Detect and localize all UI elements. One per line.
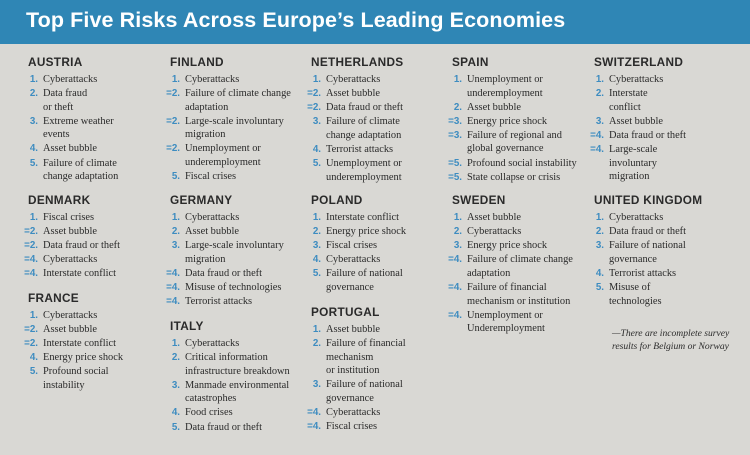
risk-item [160, 115, 300, 142]
risk-item [584, 73, 724, 87]
risk-rank: =4. [166, 281, 180, 293]
risk-item [584, 281, 724, 308]
risk-item [442, 239, 582, 253]
risk-text: Asset bubble [43, 324, 97, 336]
risk-item [160, 351, 300, 378]
risk-rank: =5. [448, 157, 462, 169]
risk-text: Cyberattacks [326, 407, 381, 419]
risk-rank: 3. [312, 116, 321, 128]
risk-item [18, 157, 158, 184]
risk-rank: 3. [171, 379, 180, 391]
risk-item [18, 211, 158, 225]
risk-rank: =2. [24, 324, 38, 336]
risk-rank: 4. [312, 143, 321, 155]
risk-rank: 3. [171, 240, 180, 252]
risk-item [301, 420, 441, 434]
country-name: SWEDEN [452, 193, 506, 207]
risk-list [301, 211, 441, 295]
risk-rank: =2. [24, 240, 38, 252]
risk-item [301, 253, 441, 267]
risk-text: Asset bubble [467, 212, 521, 223]
risk-list [18, 309, 158, 393]
risk-text: Extreme weather events [43, 115, 114, 141]
risk-list [584, 73, 724, 184]
risk-item [18, 365, 158, 392]
risk-rank: 3. [595, 240, 604, 252]
risk-text: Asset bubble [43, 226, 97, 238]
risk-rank: 2. [453, 226, 462, 238]
risk-text: Failure of regional and global governance [467, 129, 562, 155]
risk-text: Fiscal crises [43, 212, 95, 223]
risk-rank: 2. [312, 226, 321, 238]
risk-rank: 1. [312, 324, 321, 335]
country-name: AUSTRIA [28, 55, 83, 69]
risk-item [160, 295, 300, 309]
risk-item [160, 170, 300, 184]
risk-text: Data fraud or theft [185, 421, 263, 433]
risk-list [301, 73, 441, 184]
country-name: FINLAND [170, 55, 224, 69]
risk-text: Data fraud or theft [326, 102, 404, 114]
risk-rank: =4. [448, 309, 462, 321]
risk-list [160, 211, 300, 309]
risk-item [301, 101, 441, 115]
risk-rank: 3. [453, 240, 462, 252]
risk-rank: =4. [590, 129, 604, 141]
risk-text: Cyberattacks [185, 212, 240, 223]
risk-item [584, 115, 724, 129]
risk-rank: =2. [24, 338, 38, 350]
risk-item [160, 211, 300, 225]
risk-rank: 1. [595, 74, 604, 85]
risk-text: Unemployment or underemployment [326, 158, 402, 183]
risk-text: Terrorist attacks [185, 296, 253, 308]
risk-item [18, 115, 158, 142]
risk-list [442, 211, 582, 336]
risk-text: Profound social instability [467, 157, 577, 169]
risk-item [584, 225, 724, 239]
risk-item [301, 115, 441, 142]
risk-rank: 1. [29, 310, 38, 321]
risk-item [301, 87, 441, 101]
risk-rank: 2. [312, 338, 321, 350]
risk-rank: 1. [29, 212, 38, 223]
risk-item [160, 267, 300, 281]
risk-text: Asset bubble [185, 226, 239, 238]
risk-text: Fiscal crises [326, 240, 378, 252]
risk-rank: 4. [29, 352, 38, 364]
risk-rank: 2. [453, 101, 462, 113]
country-name: GERMANY [170, 193, 233, 207]
risk-item [442, 281, 582, 308]
risk-rank: 5. [171, 171, 180, 183]
risk-item [160, 73, 300, 87]
risk-rank: 3. [29, 115, 38, 127]
risk-text: Misuse of technologies [185, 281, 282, 293]
risk-text: Failure of climate change adaptation [326, 116, 402, 141]
country-block-poland [301, 193, 441, 295]
country-block-sweden [442, 193, 582, 336]
risk-rank: 2. [171, 352, 180, 364]
country-block-spain [442, 55, 582, 185]
risk-rank: =3. [448, 115, 462, 127]
risk-text: Cyberattacks [609, 212, 664, 223]
risk-rank: 1. [312, 212, 321, 223]
risk-rank: =4. [307, 407, 321, 419]
country-block-denmark [18, 193, 158, 281]
country-name: UNITED KINGDOM [594, 193, 703, 207]
risk-text: Cyberattacks [43, 74, 98, 85]
risk-text: Misuse of technologies [609, 281, 662, 307]
country-name: FRANCE [28, 291, 79, 305]
country-name: PORTUGAL [311, 305, 380, 319]
risk-rank: 1. [171, 74, 180, 85]
country-block-austria [18, 55, 158, 184]
risk-item [18, 267, 158, 281]
risk-rank: 4. [312, 254, 321, 266]
country-name: ITALY [170, 319, 204, 333]
risk-rank: 1. [312, 74, 321, 85]
risk-rank: =2. [166, 143, 180, 155]
risk-text: Fiscal crises [326, 421, 378, 433]
risk-text: Cyberattacks [43, 254, 98, 266]
risk-item [301, 211, 441, 225]
risk-item [584, 87, 724, 114]
risk-rank: 1. [453, 212, 462, 223]
risk-text: Failure of national governance [326, 268, 403, 293]
risk-item [301, 73, 441, 87]
risk-item [301, 406, 441, 420]
risk-text: Data fraud or theft [609, 226, 687, 238]
risk-text: Unemployment or underemployment [467, 74, 543, 99]
risk-item [301, 143, 441, 157]
risk-rank: 2. [171, 226, 180, 238]
risk-text: Profound social instability [43, 366, 109, 391]
risk-item [18, 309, 158, 323]
country-name: DENMARK [28, 193, 91, 207]
risk-item [18, 337, 158, 351]
risk-text: Asset bubble [326, 88, 380, 100]
risk-rank: 1. [171, 212, 180, 223]
risk-text: Large-scale involuntary migration [185, 115, 284, 141]
risk-item [160, 406, 300, 420]
risk-item [301, 378, 441, 405]
risk-item [442, 253, 582, 280]
country-block-france [18, 291, 158, 393]
risk-text: State collapse or crisis [467, 171, 561, 183]
risk-text: Data fraud or theft [185, 267, 263, 279]
risk-text: Critical information infrastructure breakdown [185, 352, 290, 377]
risk-text: Terrorist attacks [326, 143, 394, 155]
risk-item [442, 211, 582, 225]
risk-text: Failure of climate change adaptation [185, 88, 291, 113]
risk-rank: 5. [29, 157, 38, 169]
risk-text: Large-scale involuntary migration [609, 143, 658, 183]
risk-list [584, 211, 724, 308]
risk-text: Failure of national governance [326, 379, 403, 404]
risk-rank: 1. [453, 74, 462, 85]
risk-text: Cyberattacks [185, 74, 240, 85]
risk-rank: 1. [595, 212, 604, 223]
risk-rank: =3. [448, 129, 462, 141]
footnote: —There are incomplete survey results for Belgium or Norway [612, 328, 730, 352]
risk-item [442, 115, 582, 129]
risk-item [18, 73, 158, 87]
country-block-netherlands [301, 55, 441, 185]
risk-item [18, 239, 158, 253]
risk-item [160, 421, 300, 435]
risk-rank: 5. [171, 421, 180, 433]
country-block-switzerland [584, 55, 724, 184]
risk-text: Interstate conflict [43, 338, 116, 350]
risk-text: Fiscal crises [185, 171, 237, 183]
risk-text: Asset bubble [43, 143, 97, 155]
risk-text: Unemployment or underemployment [185, 143, 261, 169]
risk-list [160, 337, 300, 434]
risk-item [584, 211, 724, 225]
risk-item [160, 379, 300, 406]
risk-rank: 1. [171, 338, 180, 349]
risk-text: Energy price shock [467, 240, 548, 252]
risk-rank: 1. [29, 74, 38, 85]
country-block-united-kingdom [584, 193, 724, 309]
risk-rank: 5. [312, 158, 321, 170]
risk-text: Manmade environmental catastrophes [185, 379, 290, 405]
risk-text: Interstate conflict [43, 268, 116, 280]
risk-item [18, 142, 158, 156]
country-block-italy [160, 319, 300, 435]
risk-item [18, 87, 158, 114]
risk-text: Energy price shock [467, 115, 548, 127]
risk-item [301, 323, 441, 337]
risk-text: Food crises [185, 407, 233, 419]
risk-text: Cyberattacks [185, 338, 240, 349]
risk-rank: =2. [166, 115, 180, 127]
risk-item [442, 73, 582, 100]
country-block-finland [160, 55, 300, 184]
risk-rank: 3. [312, 240, 321, 252]
risk-item [301, 157, 441, 184]
risk-rank: 2. [29, 88, 38, 100]
risk-rank: =5. [448, 171, 462, 183]
risk-text: Terrorist attacks [609, 267, 677, 279]
risk-list [160, 73, 300, 184]
risk-rank: =4. [24, 268, 38, 280]
risk-list [18, 211, 158, 281]
risk-text: Data fraud or theft [609, 129, 687, 141]
risk-item [160, 337, 300, 351]
country-block-portugal [301, 305, 441, 434]
risk-list [18, 73, 158, 184]
risk-text: Energy price shock [43, 352, 124, 364]
risk-rank: =2. [24, 226, 38, 238]
risk-item [584, 143, 724, 184]
risk-item [18, 351, 158, 365]
risk-rank: =4. [166, 296, 180, 308]
page-title: Top Five Risks Across Europe’s Leading Economies [26, 8, 566, 32]
risk-rank: 2. [595, 226, 604, 238]
risk-item [442, 101, 582, 115]
risk-text: Interstate conflict [326, 212, 399, 223]
risk-item [301, 267, 441, 294]
risk-rank: 4. [171, 407, 180, 419]
risk-item [584, 129, 724, 143]
risk-text: Large-scale involuntary migration [185, 240, 284, 265]
risk-item [160, 281, 300, 295]
risk-text: Cyberattacks [609, 74, 664, 85]
risk-item [442, 157, 582, 171]
risk-rank: 4. [595, 267, 604, 279]
risk-item [442, 309, 582, 336]
risk-text: Unemployment or Underemployment [467, 309, 545, 335]
risk-list [442, 73, 582, 184]
risk-item [442, 171, 582, 185]
risk-text: Failure of climate change adaptation [43, 157, 119, 183]
country-name: POLAND [311, 193, 363, 207]
risk-rank: 3. [595, 115, 604, 127]
risk-item [18, 323, 158, 337]
risk-text: Cyberattacks [43, 310, 98, 321]
risk-item [18, 253, 158, 267]
country-name: SPAIN [452, 55, 489, 69]
risk-list [301, 323, 441, 434]
risk-text: Data fraud or theft [43, 88, 88, 113]
risk-text: Failure of financial mechanism or institution [326, 338, 406, 377]
risk-text: Data fraud or theft [43, 240, 121, 252]
risk-text: Energy price shock [326, 226, 407, 238]
risk-rank: =4. [166, 267, 180, 279]
risk-item [442, 129, 582, 156]
risk-item [301, 225, 441, 239]
risk-item [160, 142, 300, 169]
title-banner [0, 0, 750, 44]
risk-text: Asset bubble [609, 115, 663, 127]
country-name: NETHERLANDS [311, 55, 404, 69]
risk-text: Cyberattacks [326, 74, 381, 85]
risk-rank: =4. [448, 254, 462, 266]
risk-item [442, 225, 582, 239]
risk-text: Failure of climate change adaptation [467, 254, 573, 279]
country-name: SWITZERLAND [594, 55, 684, 69]
risk-item [584, 239, 724, 266]
risk-rank: 5. [29, 366, 38, 378]
risk-rank: 4. [29, 143, 38, 155]
risk-text: Cyberattacks [326, 254, 381, 266]
risk-rank: 5. [595, 281, 604, 293]
risk-item [160, 87, 300, 114]
country-block-germany [160, 193, 300, 309]
risk-item [18, 225, 158, 239]
risk-rank: =4. [448, 281, 462, 293]
risk-text: Interstate conflict [609, 88, 648, 113]
risk-rank: 3. [312, 379, 321, 391]
risk-text: Failure of financial mechanism or institution [467, 281, 571, 307]
risk-rank: =2. [307, 102, 321, 114]
risk-rank: 5. [312, 268, 321, 280]
risk-rank: 2. [595, 88, 604, 100]
risk-item [160, 239, 300, 266]
risk-item [301, 239, 441, 253]
risk-rank: =2. [307, 88, 321, 100]
risk-text: Failure of national governance [609, 240, 686, 265]
risk-text: Cyberattacks [467, 226, 522, 238]
risk-rank: =2. [166, 88, 180, 100]
risk-item [301, 337, 441, 378]
risk-rank: =4. [307, 421, 321, 433]
risk-rank: =4. [590, 143, 604, 155]
risk-item [584, 267, 724, 281]
risk-text: Asset bubble [326, 324, 380, 335]
risk-item [160, 225, 300, 239]
risk-text: Asset bubble [467, 101, 521, 113]
risk-rank: =4. [24, 254, 38, 266]
